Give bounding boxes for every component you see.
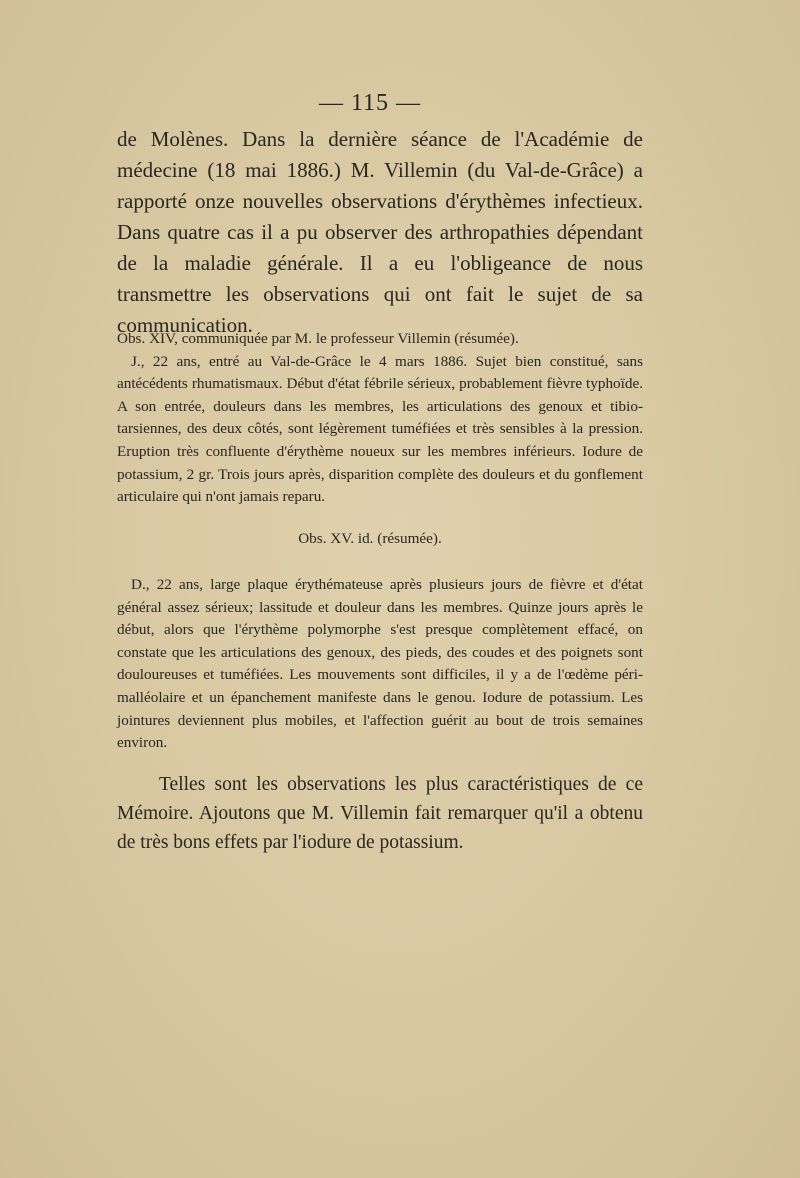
observation-14 <box>117 328 643 509</box>
observation-15-body: D., 22 ans, large plaque érythémateuse après plusieurs jours de fièvre et d'état général assez sérieux; lassitude et douleur dans les membres. Quinze jours après le début, alors que l'érythème polymorphe s'est presque complètement effacé, on constate que les articulations des genoux, des pieds, des coudes et des poignets sont douloureuses et tuméfiées. Les mouvements sont difficiles, il y a de l'œdème péri-malléolaire et un épanchement manifeste dans le genou. Iodure de potassium. Les jointures deviennent plus mobiles, et l'affection guérit au bout de trois semaines environ. <box>117 576 643 752</box>
intro-paragraph: de Molènes. Dans la dernière séance de l'Académie de médecine (18 mai 1886.) M. Villemin (du Val-de-Grâce) a rapporté onze nouvelles observations d'érythèmes infectieux. Dans quatre cas il a pu observer des arthropathies dépendant de la maladie générale. Il a eu l'obligeance de nous transmettre les observations qui ont fait le sujet de sa communication. <box>117 127 643 337</box>
page-number: — 115 — <box>318 90 422 116</box>
observation-14-body: J., 22 ans, entré au Val-de-Grâce le 4 mars 1886. Sujet bien constitué, sans antécédents rhumatismaux. Début d'état fébrile sérieux, probablement fièvre typhoïde. A son entrée, douleurs dans les membres, les articulations des genoux et tibio-tarsiennes, des deux côtés, sont légèrement tuméfiées et très sensibles à la pression. Eruption très confluente d'érythème noueux sur les membres inférieurs. Iodure de potassium, 2 gr. Trois jours après, disparition complète des douleurs et du gonflement articulaire qui n'ont jamais reparu. <box>117 352 643 506</box>
conclusion-paragraph: Telles sont les observations les plus caractéristiques de ce Mémoire. Ajoutons que M. Villemin fait remarquer qu'il a obtenu de très bons effets par l'iodure de potassium. <box>117 774 643 853</box>
observation-15 <box>117 574 643 755</box>
observation-15-heading: Obs. XV. id. (résumée). <box>298 530 442 547</box>
observation-14-heading: Obs. XIV, communiquée par M. le professeur Villemin (résumée). <box>117 330 519 347</box>
